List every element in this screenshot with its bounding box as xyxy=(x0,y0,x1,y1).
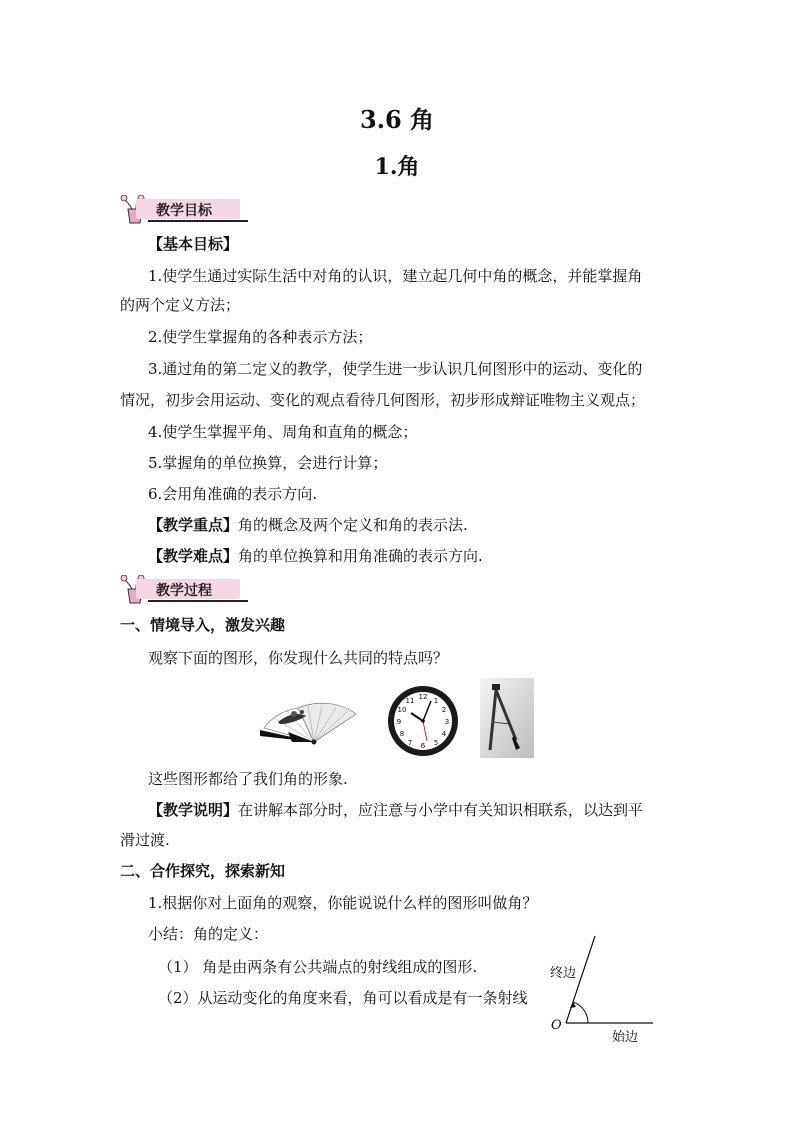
svg-text:6: 6 xyxy=(420,742,426,750)
teaching-note xyxy=(148,799,643,821)
key-point-label: 【教学重点】 xyxy=(148,516,239,534)
initial-side-label: 始边 xyxy=(612,1030,639,1045)
goals-banner-label: 教学目标 xyxy=(156,203,212,219)
compass-image xyxy=(480,678,534,758)
difficult-point xyxy=(148,545,483,567)
basic-goals-heading: 【基本目标】 xyxy=(148,235,239,253)
part1-result: 这些图形都给了我们角的形象. xyxy=(148,770,348,788)
section-subtitle: 1.角 xyxy=(374,154,420,180)
part1-prompt: 观察下面的图形，你发现什么共同的特点吗？ xyxy=(148,649,449,667)
svg-text:9: 9 xyxy=(396,718,402,726)
goal-item: 5.掌握角的单位换算，会进行计算； xyxy=(148,454,388,472)
svg-text:11: 11 xyxy=(405,697,415,705)
goal-item: 情况，初步会用运动、变化的观点看待几何图形，初步形成辩证唯物主义观点； xyxy=(120,391,646,409)
fan-image xyxy=(258,692,358,748)
goal-item: 4.使学生掌握平角、周角和直角的概念； xyxy=(148,423,418,441)
difficult-point-text: 角的单位换算和用角准确的表示方向. xyxy=(238,547,483,565)
definition-1: （1） 角是由两条有公共端点的射线组成的图形. xyxy=(158,958,478,976)
goal-item: 1.使学生通过实际生活中对角的认识，建立起几何中角的概念，并能掌握角 xyxy=(148,267,643,285)
process-banner xyxy=(118,575,244,605)
page-title: 3.6 角 xyxy=(359,105,435,134)
teaching-note-text: 在讲解本部分时，应注意与小学中有关知识相联系，以达到平 xyxy=(238,801,644,819)
svg-text:10: 10 xyxy=(397,706,407,714)
clock-image xyxy=(387,685,459,757)
process-banner-label: 教学过程 xyxy=(156,583,212,599)
svg-text:7: 7 xyxy=(407,739,413,747)
key-point-text: 角的概念及两个定义和角的表示法. xyxy=(238,516,468,534)
teaching-note-label: 【教学说明】 xyxy=(148,801,239,819)
svg-text:2: 2 xyxy=(441,706,447,714)
svg-text:12: 12 xyxy=(418,693,428,701)
svg-text:5: 5 xyxy=(433,739,439,747)
definition-2: （2）从运动变化的角度来看，角可以看成是有一条射线 xyxy=(158,989,528,1007)
teaching-note-continued: 滑过渡. xyxy=(120,831,170,849)
part1-heading: 一、情境导入，激发兴趣 xyxy=(120,616,286,634)
part2-heading: 二、合作探究，探索新知 xyxy=(120,862,286,880)
goals-banner xyxy=(118,195,244,225)
goal-item: 2.使学生掌握角的各种表示方法； xyxy=(148,328,373,346)
summary: 小结：角的定义： xyxy=(148,925,269,943)
terminal-side-label: 终边 xyxy=(550,966,577,981)
svg-text:1: 1 xyxy=(433,697,439,705)
svg-text:8: 8 xyxy=(399,730,405,738)
svg-text:3: 3 xyxy=(444,718,450,726)
key-point xyxy=(148,514,468,536)
difficult-point-label: 【教学难点】 xyxy=(148,547,239,565)
rotation-arc xyxy=(573,1002,588,1023)
question-1: 1.根据你对上面角的观察，你能说说什么样的图形叫做角？ xyxy=(148,894,538,912)
vertex-label: O xyxy=(551,1018,562,1033)
svg-text:4: 4 xyxy=(441,730,447,738)
goal-item: 的两个定义方法； xyxy=(120,296,241,314)
goal-item: 6.会用角准确的表示方向. xyxy=(148,485,318,503)
goal-item: 3.通过角的第二定义的教学，使学生进一步认识几何图形中的运动、变化的 xyxy=(148,360,643,378)
